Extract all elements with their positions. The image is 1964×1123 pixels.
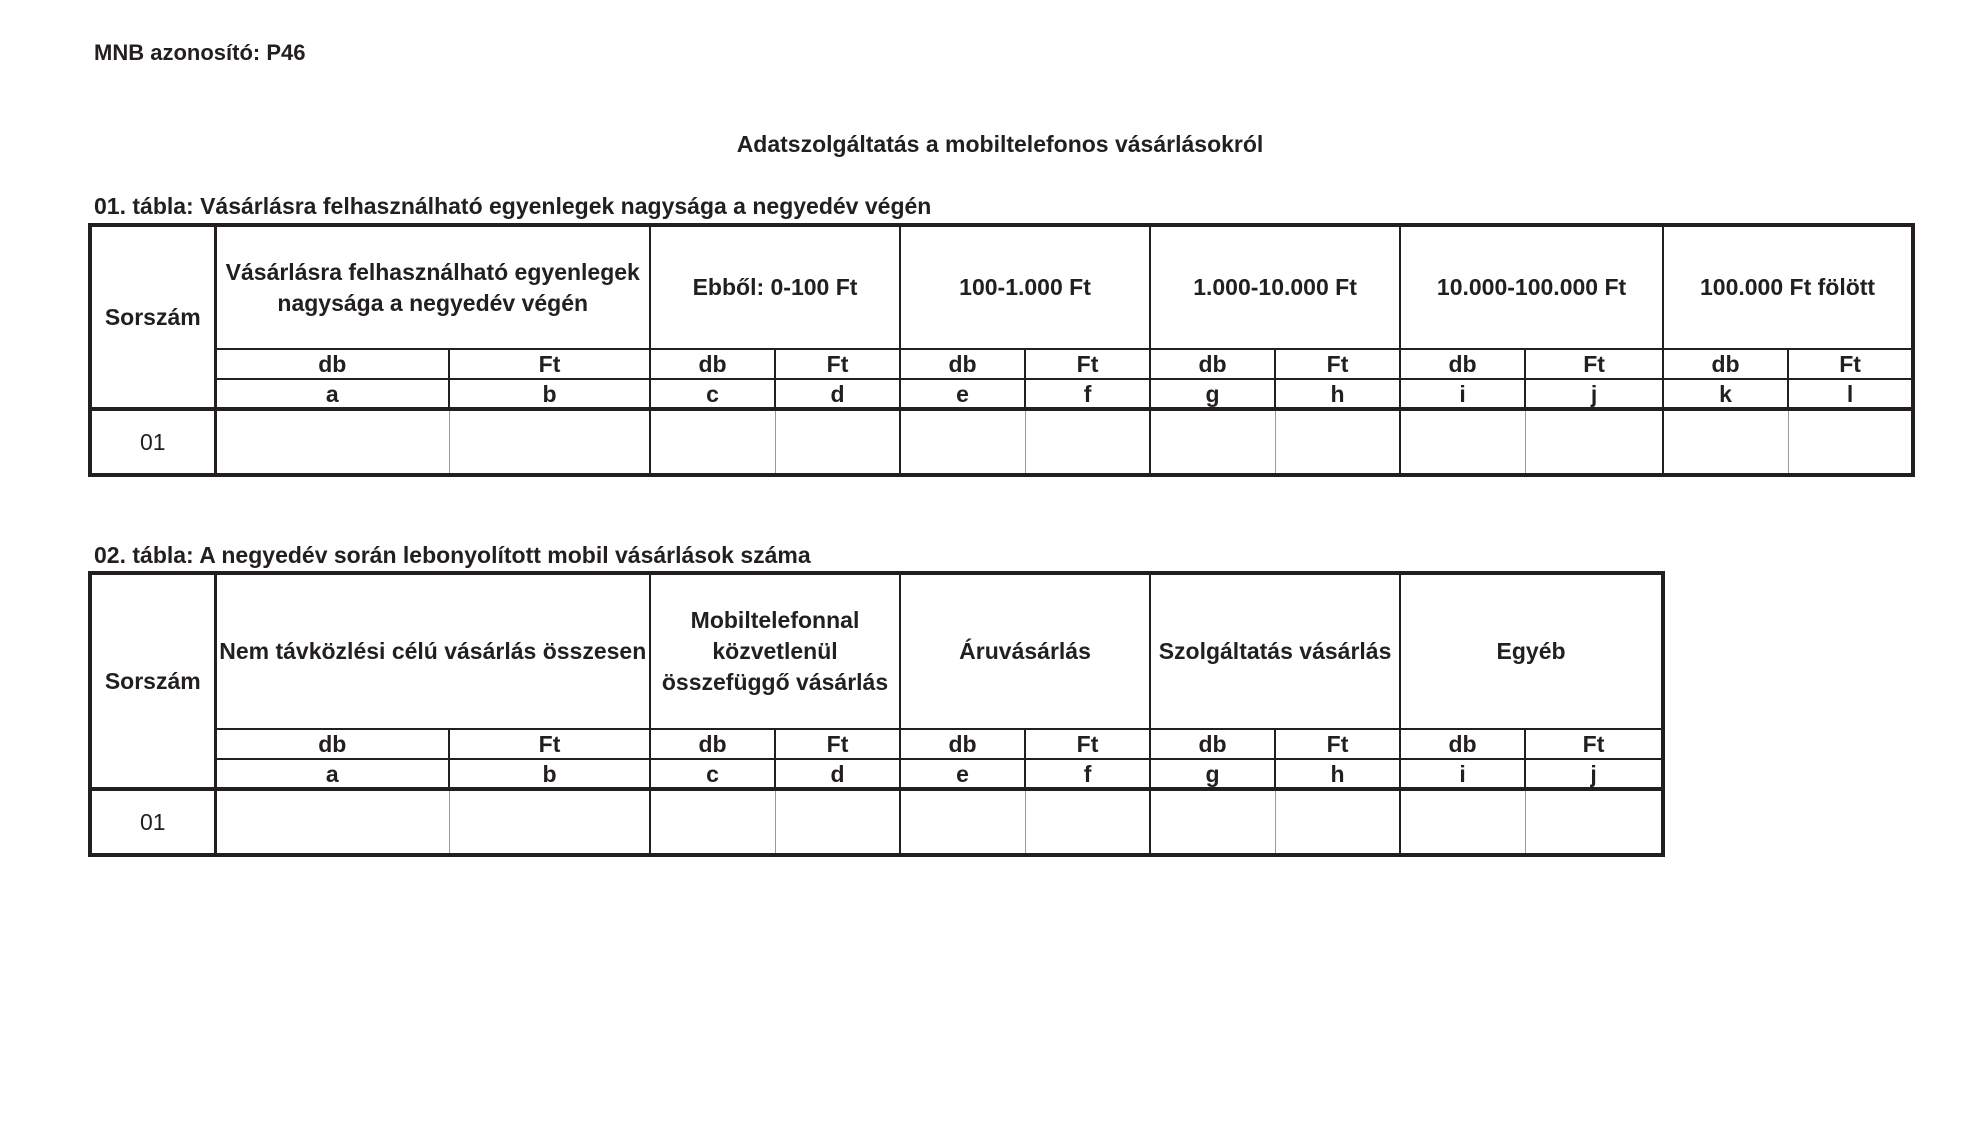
data-cell[interactable] xyxy=(215,789,449,855)
unit-header: Ft xyxy=(775,349,900,379)
table2-unit-row xyxy=(90,729,1663,759)
data-cell[interactable] xyxy=(1150,789,1275,855)
unit-header: Ft xyxy=(1025,349,1150,379)
column-letter: j xyxy=(1525,379,1663,409)
table1-group-header: Vásárlásra felhasználható egyenlegek nagysága a negyedév végén xyxy=(215,225,650,349)
data-cell[interactable] xyxy=(1025,409,1150,475)
data-cell[interactable] xyxy=(775,789,900,855)
unit-header: db xyxy=(650,729,775,759)
data-cell[interactable] xyxy=(1663,409,1788,475)
unit-header: Ft xyxy=(449,729,650,759)
column-letter: f xyxy=(1025,379,1150,409)
table1-letter-row xyxy=(90,379,1913,409)
page-identifier: MNB azonosító: P46 xyxy=(94,40,306,65)
data-cell[interactable] xyxy=(1525,789,1663,855)
unit-header: Ft xyxy=(1525,729,1663,759)
column-letter: i xyxy=(1400,379,1525,409)
table2-header-row xyxy=(90,573,1663,729)
data-cell[interactable] xyxy=(900,789,1025,855)
table2-data-row xyxy=(90,789,1663,855)
unit-header: db xyxy=(1400,729,1525,759)
column-letter: b xyxy=(449,759,650,789)
unit-header: Ft xyxy=(775,729,900,759)
column-letter: b xyxy=(449,379,650,409)
column-letter: j xyxy=(1525,759,1663,789)
table2-group-header: Szolgáltatás vásárlás xyxy=(1150,573,1400,729)
column-letter: k xyxy=(1663,379,1788,409)
table2-sorszam-header: Sorszám xyxy=(90,573,215,789)
data-cell[interactable] xyxy=(1400,789,1525,855)
data-cell[interactable] xyxy=(215,409,449,475)
column-letter: a xyxy=(215,379,449,409)
data-cell[interactable] xyxy=(1788,409,1913,475)
unit-header: db xyxy=(215,729,449,759)
table1-sorszam-header: Sorszám xyxy=(90,225,215,409)
table1-group-header: Ebből: 0-100 Ft xyxy=(650,225,900,349)
column-letter: d xyxy=(775,379,900,409)
unit-header: Ft xyxy=(1275,349,1400,379)
column-letter: d xyxy=(775,759,900,789)
unit-header: db xyxy=(1663,349,1788,379)
unit-header: Ft xyxy=(1788,349,1913,379)
data-cell[interactable] xyxy=(1275,409,1400,475)
data-cell[interactable] xyxy=(449,409,650,475)
table2-group-header: Egyéb xyxy=(1400,573,1663,729)
unit-header: db xyxy=(1150,729,1275,759)
table1-group-header: 100-1.000 Ft xyxy=(900,225,1150,349)
unit-header: db xyxy=(900,729,1025,759)
unit-header: db xyxy=(215,349,449,379)
table2-caption: 02. tábla: A negyedév során lebonyolított mobil vásárlások száma xyxy=(94,542,811,568)
column-letter: g xyxy=(1150,759,1275,789)
table2-group-header: Nem távközlési célú vásárlás összesen xyxy=(215,573,650,729)
unit-header: Ft xyxy=(449,349,650,379)
data-cell[interactable] xyxy=(1275,789,1400,855)
unit-header: db xyxy=(650,349,775,379)
document-title: Adatszolgáltatás a mobiltelefonos vásárlásokról xyxy=(736,131,1264,157)
row-number: 01 xyxy=(90,409,215,475)
data-cell[interactable] xyxy=(775,409,900,475)
table1-data-row xyxy=(90,409,1913,475)
unit-header: Ft xyxy=(1025,729,1150,759)
data-cell[interactable] xyxy=(650,789,775,855)
data-cell[interactable] xyxy=(1150,409,1275,475)
table1-unit-row xyxy=(90,349,1913,379)
table1-group-header: 1.000-10.000 Ft xyxy=(1150,225,1400,349)
table1-group-header: 10.000-100.000 Ft xyxy=(1400,225,1663,349)
column-letter: e xyxy=(900,759,1025,789)
column-letter: a xyxy=(215,759,449,789)
data-cell[interactable] xyxy=(1400,409,1525,475)
data-cell[interactable] xyxy=(650,409,775,475)
column-letter: c xyxy=(650,759,775,789)
data-cell[interactable] xyxy=(449,789,650,855)
column-letter: e xyxy=(900,379,1025,409)
data-cell[interactable] xyxy=(1525,409,1663,475)
row-number: 01 xyxy=(90,789,215,855)
table2-group-header: Mobiltelefonnal közvetlenül összefüggő vásárlás xyxy=(650,573,900,729)
unit-header: db xyxy=(1150,349,1275,379)
data-cell[interactable] xyxy=(900,409,1025,475)
column-letter: c xyxy=(650,379,775,409)
data-cell[interactable] xyxy=(1025,789,1150,855)
table1 xyxy=(88,223,1915,477)
table1-group-header: 100.000 Ft fölött xyxy=(1663,225,1913,349)
unit-header: Ft xyxy=(1525,349,1663,379)
unit-header: Ft xyxy=(1275,729,1400,759)
column-letter: g xyxy=(1150,379,1275,409)
column-letter: h xyxy=(1275,759,1400,789)
column-letter: h xyxy=(1275,379,1400,409)
column-letter: f xyxy=(1025,759,1150,789)
column-letter: i xyxy=(1400,759,1525,789)
unit-header: db xyxy=(900,349,1025,379)
table2-group-header: Áruvásárlás xyxy=(900,573,1150,729)
table1-header-row xyxy=(90,225,1913,349)
table1-caption: 01. tábla: Vásárlásra felhasználható egyenlegek nagysága a negyedév végén xyxy=(94,193,932,219)
table2-letter-row xyxy=(90,759,1663,789)
column-letter: l xyxy=(1788,379,1913,409)
unit-header: db xyxy=(1400,349,1525,379)
table2 xyxy=(88,571,1665,857)
